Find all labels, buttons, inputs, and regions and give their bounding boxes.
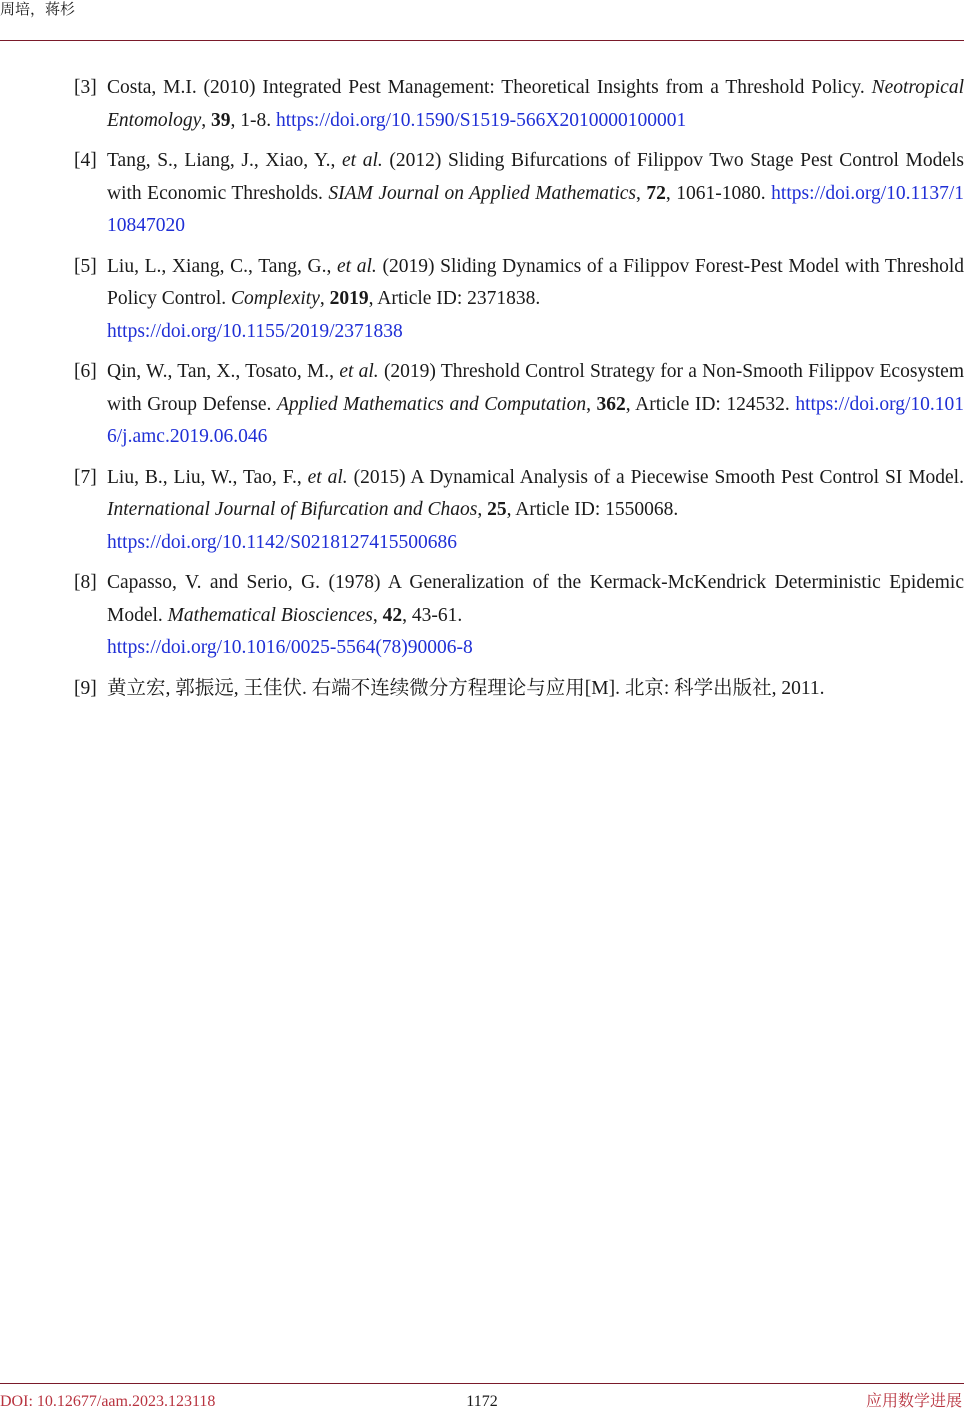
reference-authors: Liu, L., Xiang, C., Tang, G.,	[107, 255, 338, 277]
reference-item	[74, 462, 964, 560]
journal-name: Complexity	[231, 288, 320, 309]
reference-authors: Tang, S., Liang, J., Xiao, Y.,	[107, 150, 342, 171]
doi-link[interactable]: https://doi.org/10.1016/j.amc.2019.06.046	[107, 393, 964, 447]
reference-separator: ,	[477, 499, 488, 520]
reference-number: [3]	[74, 77, 97, 98]
reference-text: (2019) Threshold Control Strategy for a Non-Smooth Filippov Ecosystem with Group Defense.	[107, 361, 964, 415]
reference-item	[74, 673, 964, 706]
reference-pages: , Article ID: 1550068.	[506, 499, 679, 520]
reference-body	[107, 145, 964, 243]
journal-name: SIAM Journal on Applied Mathematics	[328, 182, 637, 204]
page-number: 1172	[466, 1393, 498, 1410]
reference-number: [6]	[74, 361, 97, 382]
reference-number: [4]	[74, 150, 97, 171]
reference-pages: , 1-8.	[230, 109, 276, 131]
reference-item	[74, 356, 964, 454]
reference-text: Capasso, V. and Serio, G. (1978) A Generalization of the Kermack-McKendrick Deterministic Epidemic Model.	[107, 572, 964, 626]
reference-text: (2019) Sliding Dynamics of a Filippov Forest-Pest Model with Threshold Policy Control.	[107, 255, 964, 309]
reference-separator: ,	[586, 393, 597, 415]
reference-pages: , 1061-1080.	[665, 182, 772, 204]
volume-number: 72	[646, 182, 666, 204]
reference-item	[74, 72, 964, 137]
doi-link[interactable]: https://doi.org/10.1142/S0218127415500686	[107, 531, 457, 553]
et-al: et al.	[307, 466, 348, 488]
reference-separator: ,	[636, 182, 647, 204]
doi-link[interactable]: https://doi.org/10.1155/2019/2371838	[107, 320, 403, 342]
doi-link[interactable]: https://doi.org/10.1590/S1519-566X2010000100001	[275, 109, 687, 131]
volume-number: 42	[382, 604, 403, 626]
reference-number: [9]	[74, 677, 97, 699]
footer-journal-name: 应用数学进展	[865, 1393, 962, 1410]
et-al: et al.	[339, 361, 379, 382]
reference-text: 黄立宏, 郭振远, 王佳伏. 右端不连续微分方程理论与应用[M]. 北京: 科学出版社, 2011.	[107, 677, 825, 699]
reference-text: (2015) A Dynamical Analysis of a Piecewise Smooth Pest Control SI Model.	[347, 466, 964, 488]
reference-authors: Liu, B., Liu, W., Tao, F.,	[107, 466, 308, 488]
reference-item	[74, 145, 964, 243]
reference-number: [7]	[74, 466, 97, 488]
reference-body	[107, 356, 964, 454]
reference-pages: , Article ID: 2371838.	[368, 288, 541, 309]
running-head: 周培，蒋杉	[0, 2, 76, 18]
footer-rule	[0, 1383, 964, 1384]
reference-number: [5]	[74, 255, 97, 277]
reference-body	[107, 673, 964, 706]
journal-name: International Journal of Bifurcation and Chaos	[107, 499, 478, 520]
journal-name: Neotropical Entomology	[107, 77, 964, 131]
reference-body	[107, 251, 964, 349]
volume-number: 25	[487, 499, 507, 520]
journal-name: Mathematical Biosciences	[167, 604, 373, 626]
volume-number: 362	[596, 393, 626, 415]
journal-name: Applied Mathematics and Computation	[276, 393, 587, 415]
reference-pages: , 43-61.	[402, 604, 463, 626]
reference-text: (2012) Sliding Bifurcations of Filippov Two Stage Pest Control Models with Economic Thresholds.	[107, 150, 964, 204]
reference-list	[74, 72, 964, 713]
reference-item	[74, 251, 964, 349]
reference-authors: Qin, W., Tan, X., Tosato, M.,	[107, 361, 340, 382]
reference-item	[74, 567, 964, 665]
reference-body	[107, 72, 964, 137]
reference-separator: ,	[201, 109, 211, 131]
reference-body	[107, 567, 964, 665]
header-rule	[0, 40, 964, 41]
doi-link[interactable]: https://doi.org/10.1016/0025-5564(78)90006-8	[107, 637, 473, 658]
volume-number: 2019	[329, 288, 369, 309]
reference-separator: ,	[372, 604, 383, 626]
footer-doi: DOI: 10.12677/aam.2023.123118	[0, 1393, 216, 1410]
volume-number: 39	[210, 109, 231, 131]
doi-link[interactable]: https://doi.org/10.1137/110847020	[107, 182, 964, 236]
reference-pages: , Article ID: 124532.	[625, 393, 796, 415]
et-al: et al.	[337, 255, 377, 277]
et-al: et al.	[342, 150, 383, 171]
reference-number: [8]	[74, 572, 97, 593]
reference-separator: ,	[319, 288, 330, 309]
reference-body	[107, 462, 964, 560]
reference-text: Costa, M.I. (2010) Integrated Pest Management: Theoretical Insights from a Threshold Policy.	[107, 77, 872, 98]
